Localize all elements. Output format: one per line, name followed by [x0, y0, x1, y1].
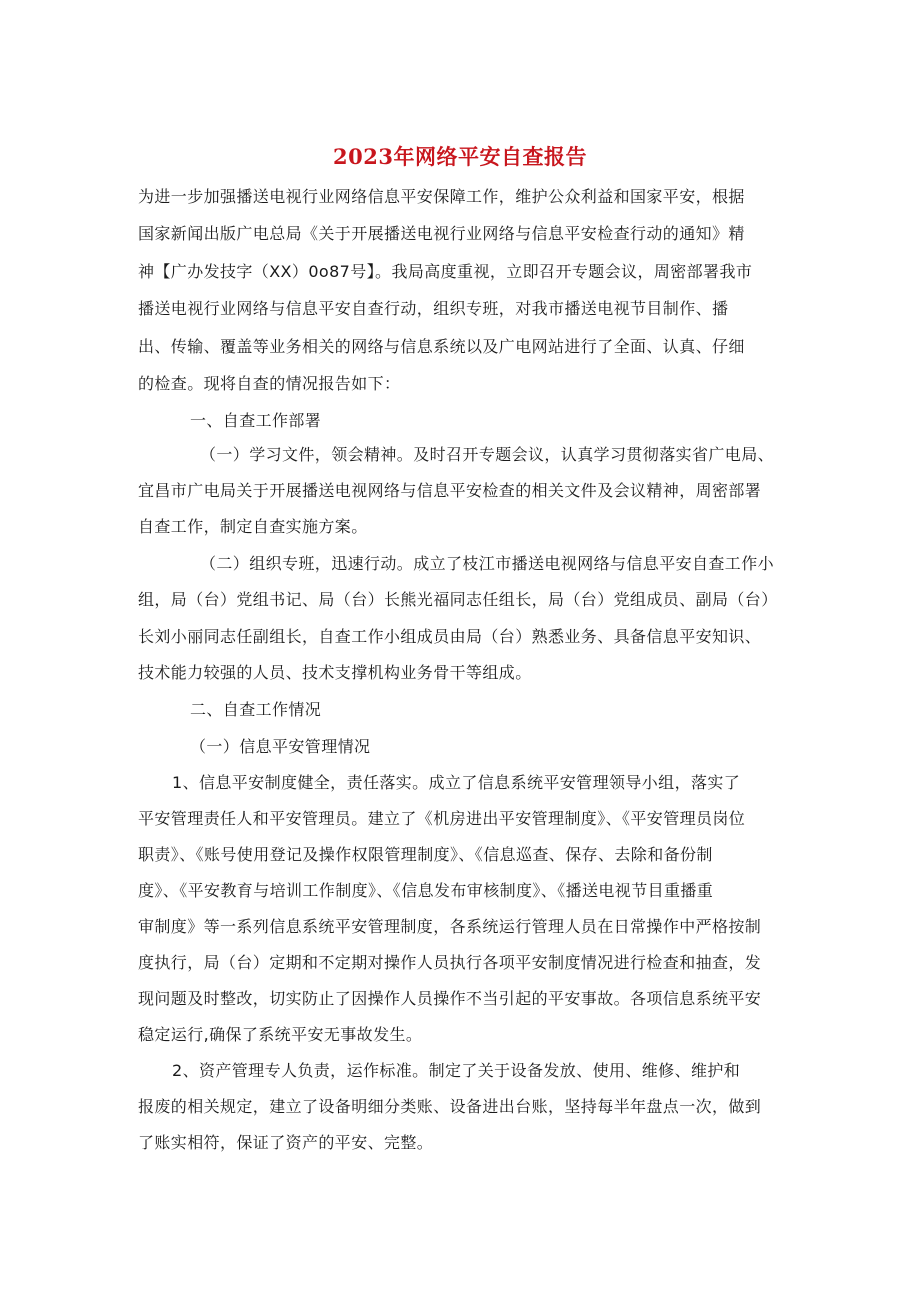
paragraph-line: 2、资产管理专人负责，运作标准。制定了关于设备发放、使用、维修、维护和: [172, 1061, 741, 1080]
paragraph-line: 了账实相符，保证了资产的平安、完整。: [138, 1133, 434, 1152]
paragraph-line: 自查工作，制定自查实施方案。: [138, 517, 368, 536]
section-heading: 一、自查工作部署: [190, 411, 322, 430]
paragraph-line: 神【广办发技字（XX）0o87号】。我局高度重视，立即召开专题会议，周密部署我市: [138, 262, 753, 281]
paragraph-line: 度》、《平安教育与培训工作制度》、《信息发布审核制度》、《播送电视节目重播重: [138, 881, 714, 900]
paragraph-line: 度执行，局（台）定期和不定期对操作人员执行各项平安制度情况进行检查和抽查，发: [138, 953, 762, 972]
subsection-heading: （一）信息平安管理情况: [190, 737, 371, 756]
section-heading: 二、自查工作情况: [190, 700, 322, 719]
paragraph-line: 组，局（台）党组书记、局（台）长熊光福同志任组长，局（台）党组成员、副局（台）: [138, 590, 778, 609]
paragraph-line: 报废的相关规定，建立了设备明细分类账、设备进出台账，坚持每半年盘点一次，做到: [138, 1097, 762, 1116]
paragraph-line: （二）组织专班，迅速行动。成立了枝江市播送电视网络与信息平安自查工作小: [200, 554, 775, 573]
paragraph-line: （一）学习文件，领会精神。及时召开专题会议，认真学习贯彻落实省广电局、: [200, 445, 775, 464]
paragraph-line: 审制度》等一系列信息系统平安管理制度，各系统运行管理人员在日常操作中严格按制: [138, 917, 762, 936]
paragraph-line: 国家新闻出版广电总局《关于开展播送电视行业网络与信息平安检查行动的通知》精: [138, 224, 745, 243]
paragraph-line: 现问题及时整改，切实防止了因操作人员操作不当引起的平安事故。各项信息系统平安: [138, 989, 762, 1008]
document-title: 2023年网络平安自查报告: [333, 144, 587, 169]
paragraph-line: 的检查。现将自查的情况报告如下：: [138, 374, 401, 393]
paragraph-line: 出、传输、覆盖等业务相关的网络与信息系统以及广电网站进行了全面、认真、仔细: [138, 337, 745, 356]
paragraph-line: 长刘小丽同志任副组长，自查工作小组成员由局（台）熟悉业务、具备信息平安知识、: [138, 627, 762, 646]
paragraph-line: 宜昌市广电局关于开展播送电视网络与信息平安检查的相关文件及会议精神，周密部署: [138, 481, 762, 500]
paragraph-line: 1、信息平安制度健全，责任落实。成立了信息系统平安管理领导小组，落实了: [172, 773, 741, 792]
paragraph-line: 平安管理责任人和平安管理员。建立了《机房进出平安管理制度》、《平安管理员岗位: [138, 809, 746, 828]
paragraph-line: 播送电视行业网络与信息平安自查行动，组织专班，对我市播送电视节目制作、播: [138, 299, 729, 318]
paragraph-line: 技术能力较强的人员、技术支撑机构业务骨干等组成。: [138, 663, 532, 682]
paragraph-line: 职责》、《账号使用登记及操作权限管理制度》、《信息巡查、保存、去除和备份制: [138, 845, 713, 864]
paragraph-line: 稳定运行,确保了系统平安无事故发生。: [138, 1025, 423, 1044]
paragraph-line: 为进一步加强播送电视行业网络信息平安保障工作，维护公众利益和国家平安，根据: [138, 187, 745, 206]
